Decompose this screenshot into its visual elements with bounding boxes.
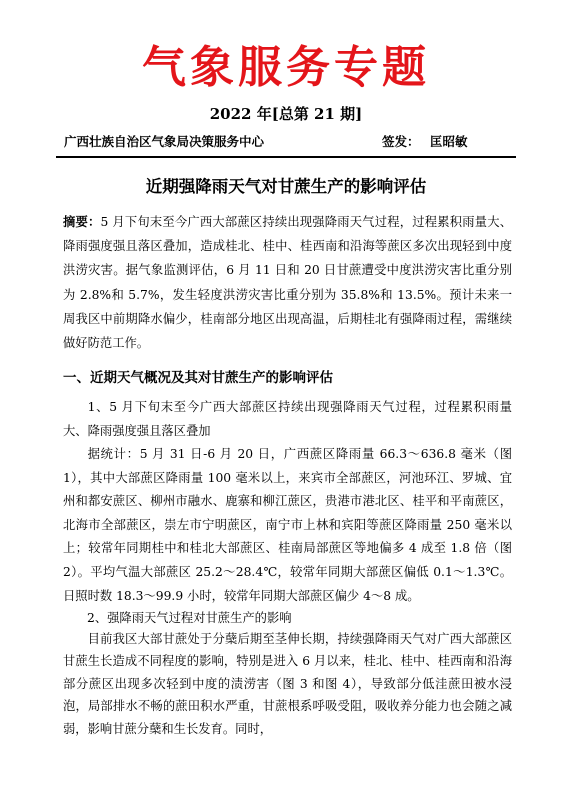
subsection-heading: 2、强降雨天气过程对甘蔗生产的影响 [87,611,292,625]
header-divider [56,156,516,158]
section-heading: 一、近期天气概况及其对甘蔗生产的影响评估 [63,370,333,386]
paragraph-1: 1、5 月下旬末至今广西大部蔗区持续出现强降雨天气过程，过程累积雨量大、降雨强度强且落区叠加 [63,400,512,439]
signer-name: 匡昭敏 [430,134,468,149]
abstract-text: 5 月下旬末至今广西大部蔗区持续出现强降雨天气过程，过程累积雨量大、降雨强度强且落区叠加，造成桂北、桂中、桂西南和沿海等蔗区多次出现轻到中度洪涝灾害。据气象监测评估，6 月 11 日和 20 日甘蔗遭受中度洪涝灾害比重分别为 2.8%和 5.7%，发生轻度洪涝灾害比重分别为 35.8%和 13.5%。预计未来一周我区中前期降水偏少，桂南部分地区出现高温，后期桂北有强降雨过程，需继续做好防范工作。 [63,215,512,351]
sender-row [64,131,510,153]
issue-number: 2022 年[总第 21 期] [209,105,363,123]
abstract-paragraph [63,210,512,355]
masthead-title: 气象服务专题 [142,42,430,93]
abstract-lead: 摘要： [63,215,101,229]
paragraph-2: 据统计：5 月 31 日-6 月 20 日，广西蔗区降雨量 66.3～636.8 毫米（图 1），其中大部蔗区降雨量 100 毫米以上，来宾市全部蔗区，河池环江、罗城、宜州和都安蔗区、柳州市融水、鹿寨和柳江蔗区，贵港市港北区、桂平和平南蔗区，北海市全部蔗区，崇左市宁明蔗区，南宁市上林和宾阳等蔗区降雨量 250 毫米以上；较常年同期桂中和桂北大部蔗区、桂南局部蔗区等地偏多 4 成至 1.8 倍（图 2）。平均气温大部蔗区 25.2～28.4℃，较常年同期大部蔗区偏低 0.1～1.3℃。日照时数 18.3～99.9 小时，较常年同期大部蔗区偏少 4～8 成。 [63,447,512,603]
issuing-organization: 广西壮族自治区气象局决策服务中心 [64,134,265,149]
document-title: 近期强降雨天气对甘蔗生产的影响评估 [145,177,427,196]
paragraph-3: 目前我区大部甘蔗处于分蘖后期至茎伸长期，持续强降雨天气对广西大部蔗区甘蔗生长造成不同程度的影响，特别是进入 6 月以来，桂北、桂中、桂西南和沿海部分蔗区出现多次轻到中度的渍涝害（图 3 和图 4），导致部分低洼蔗田被水浸泡，局部排水不畅的蔗田积水严重，甘蔗根系呼吸受阻，吸收养分能力也会随之减弱，影响甘蔗分蘖和生长发育。同时， [63,632,512,736]
sign-label: 签发： [382,134,420,149]
